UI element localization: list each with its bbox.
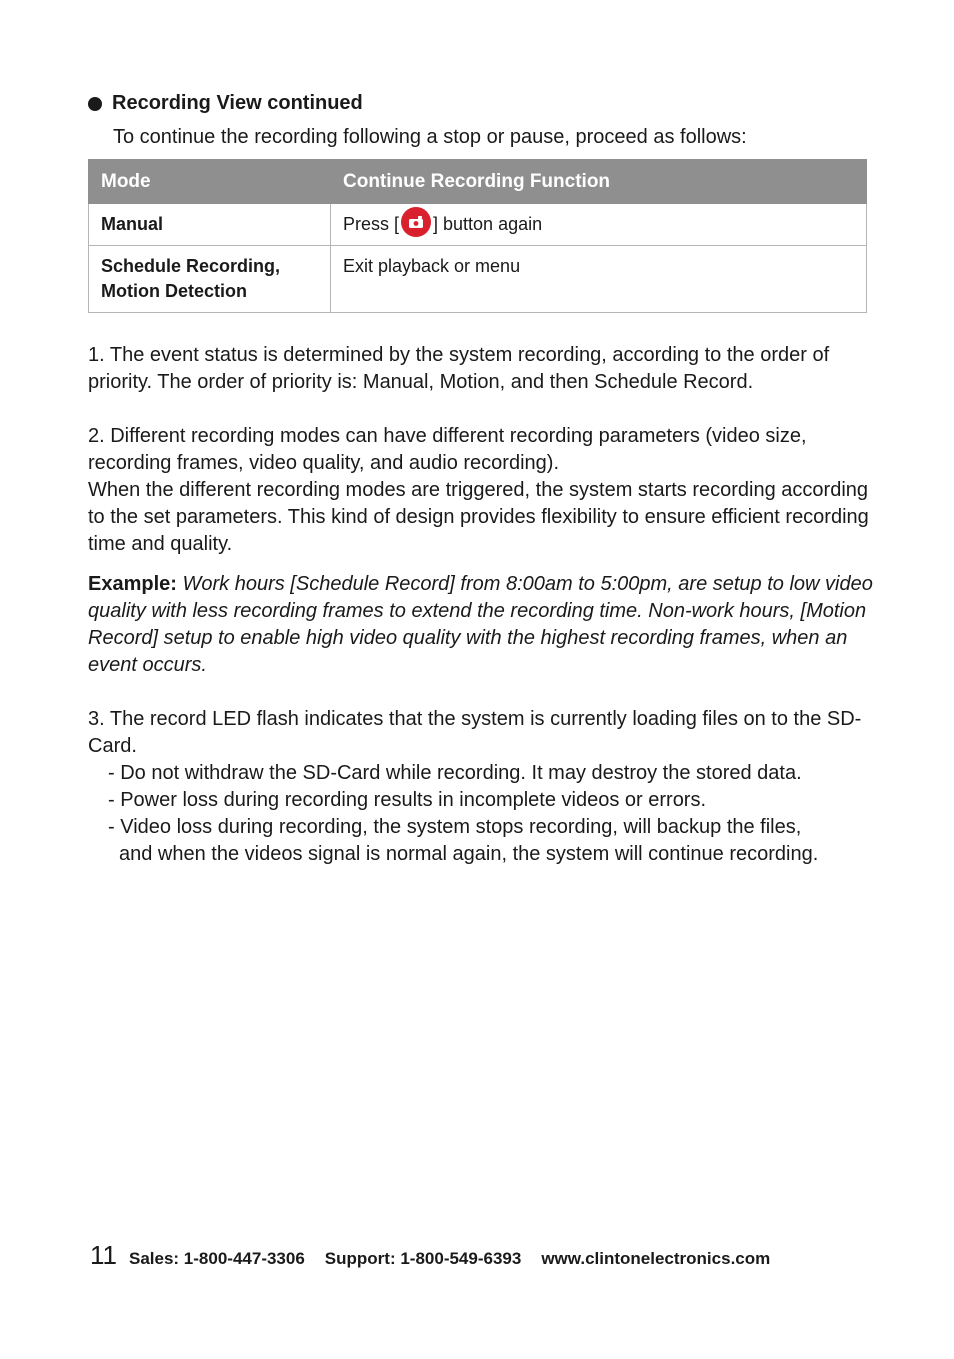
sales-phone: Sales: 1-800-447-3306 [129,1249,305,1268]
mode-line-motion: Motion Detection [101,281,247,302]
website-link[interactable]: www.clintonelectronics.com [541,1249,771,1268]
bullet-icon [88,97,102,111]
list-item-continuation: and when the videos signal is normal again, the system will continue recording. [119,843,819,865]
example-paragraph [88,571,878,679]
note-3: 3. The record LED flash indicates that the system is currently loading files on to the SD-Card. [88,708,862,757]
column-header-function: Continue Recording Function [331,160,867,204]
function-cell-schedule-motion: Exit playback or menu [331,246,867,313]
mode-cell-schedule-motion [89,246,331,313]
function-cell-manual [331,204,867,246]
section-heading-text: Recording View continued [112,92,363,114]
list-item: - Power loss during recording results in incomplete videos or errors. [108,789,707,811]
list-item: - Do not withdraw the SD-Card while recording. It may destroy the stored data. [108,762,802,784]
record-button-icon [401,207,431,237]
recording-mode-table [88,159,867,313]
mode-cell-manual: Manual [89,204,331,246]
function-text-after: ] button again [433,214,543,234]
table-row [89,204,867,246]
notes-section [88,342,878,868]
intro-text: To continue the recording following a stop or pause, proceed as follows: [113,126,747,148]
note-2a: 2. Different recording modes can have different recording parameters (video size, recording frames, video quality, and audio recording). [88,425,807,474]
table-header-row [89,160,867,204]
mode-line-schedule: Schedule Recording, [101,256,281,277]
table-row [89,246,867,313]
note-1: 1. The event status is determined by the system recording, according to the order of priority. The order of priority is: Manual, Motion, and then Schedule Record. [88,344,830,393]
example-text: Work hours [Schedule Record] from 8:00am to 5:00pm, are setup to low video quality with less recording frames to extend the recording time. Non-work hours, [Motion Record] setup to enable high video quality with the highest recording frames, when an event occurs. [88,573,873,676]
example-label: Example: [88,573,177,595]
page-footer [90,1240,790,1271]
note-2b: When the different recording modes are triggered, the system starts recording according to the set parameters. This kind of design provides flexibility to ensure efficient recording time and quality. [88,479,869,555]
function-text-before: Press [ [343,214,400,234]
page-number: 11 [90,1240,117,1270]
column-header-mode: Mode [89,160,331,204]
section-heading [88,92,363,115]
support-phone: Support: 1-800-549-6393 [324,1249,522,1268]
list-item: - Video loss during recording, the system stops recording, will backup the files, [108,816,802,838]
